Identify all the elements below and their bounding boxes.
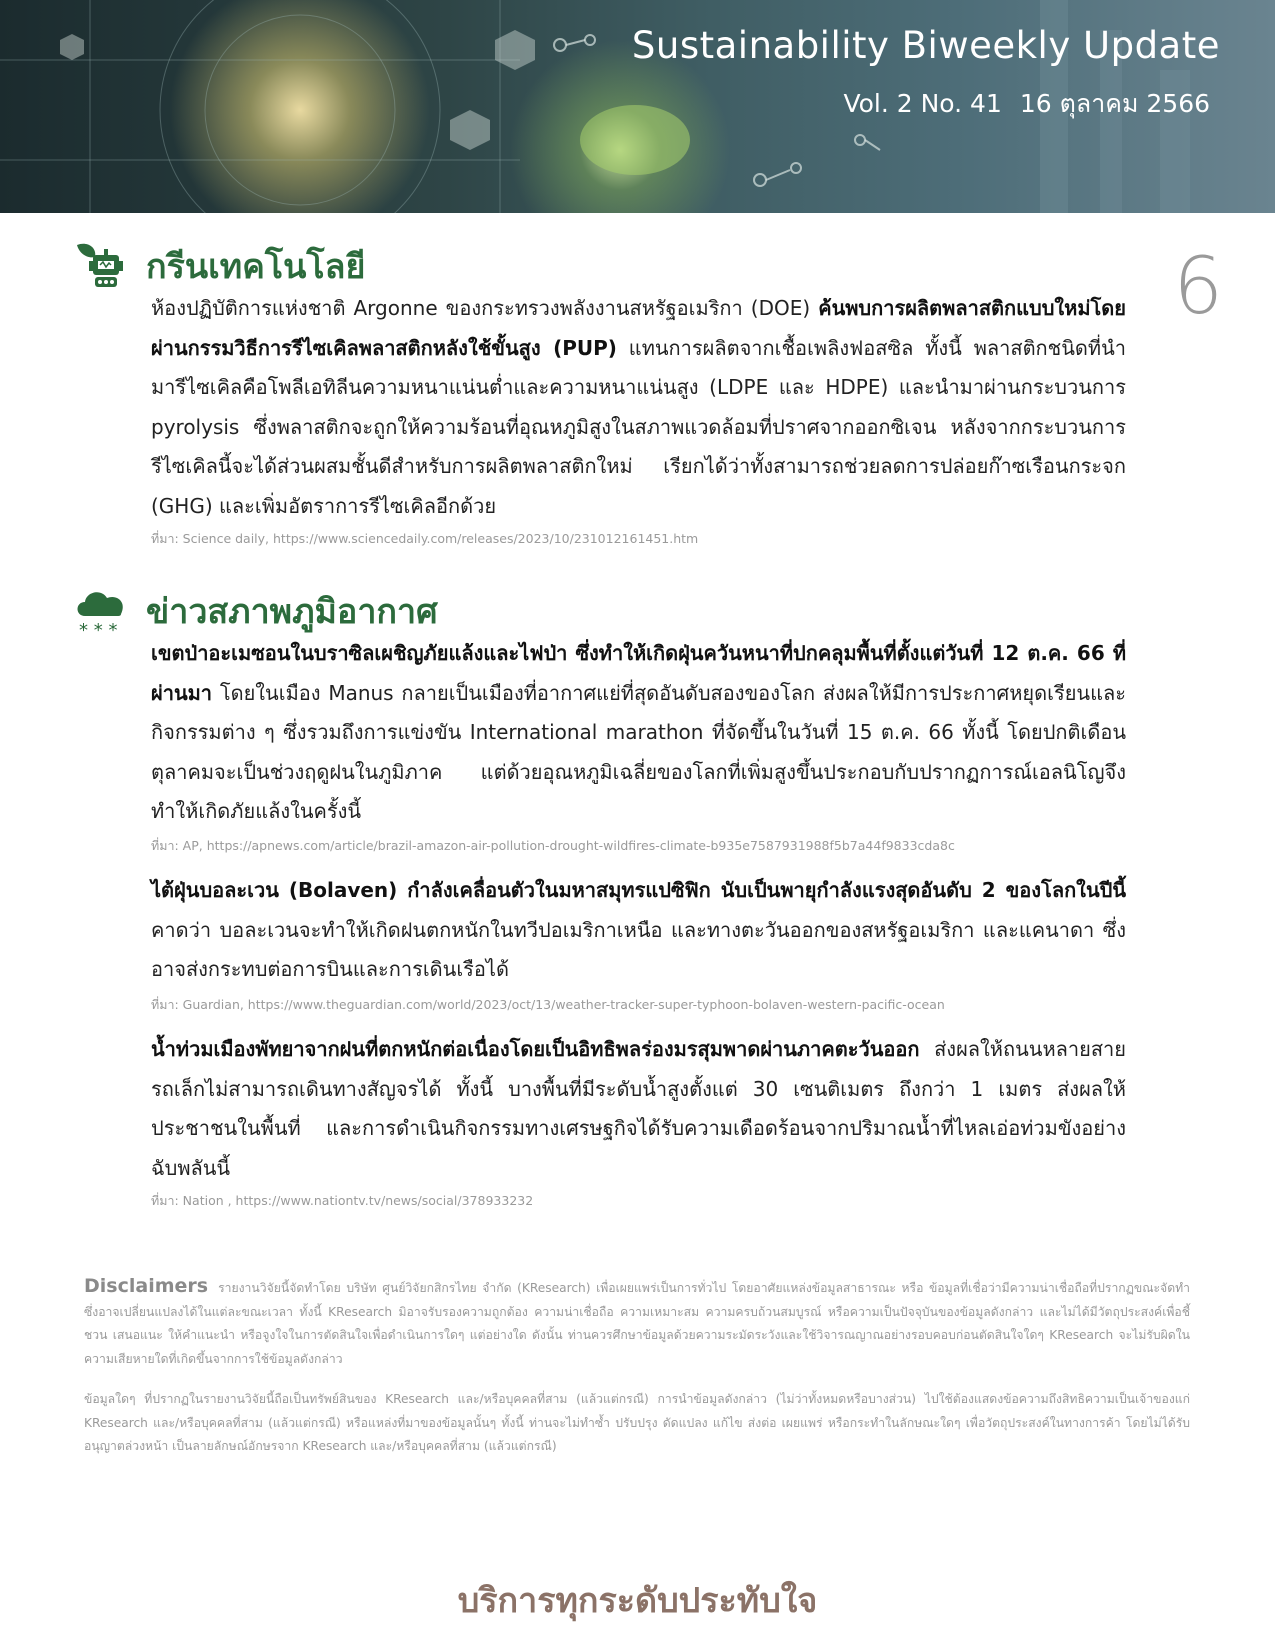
section-title: กรีนเทคโนโลยี xyxy=(146,247,366,287)
robot-plant-icon xyxy=(70,238,132,294)
news-headline: น้ำท่วมเมืองพัทยาจากฝนที่ตกหนักต่อเนื่องโดยเป็นอิทธิพลร่องมรสุมพาดผ่านภาคตะวันออก xyxy=(151,1037,920,1061)
disclaimer-text: ข้อมูลใดๆ ที่ปรากฏในรายงานวิจัยนี้ถือเป็นทรัพย์สินของ KResearch และ/หรือบุคคลที่สาม (แล้วแต่กรณี) การนำข้อมูลดังกล่าว (ไม่ว่าทั้งหมดหรือบางส่วน) ไปใช้ต้องแสดงข้อความถึงสิทธิความเป็นเจ้าของแก่ KResearch และ/หรือบุคคลที่สาม (แล้วแต่กรณี) หรือแหล่งที่มาของข้อมูลนั้นๆ ทั้งนี้ ท่านจะไม่ทำซ้ำ ปรับปรุง ดัดแปลง แก้ไข ส่งต่อ เผยแพร่ หรือกระทำในลักษณะใดๆ เพื่อวัตถุประสงค์ในทางการค้า โดยไม่ได้รับอนุญาตล่วงหน้า เป็นลายลักษณ์อักษรจาก KResearch และ/หรือบุคคลที่สาม (แล้วแต่กรณี) xyxy=(84,1392,1190,1453)
newsletter-title: Sustainability Biweekly Update xyxy=(631,24,1220,67)
section-heading-green-tech xyxy=(70,238,365,294)
svg-text:* * *: * * * xyxy=(79,620,118,638)
paragraph-body: แทนการผลิตจากเชื้อเพลิงฟอสซิล ทั้งนี้ พลาสติกชนิดที่นำมารีไซเคิลคือโพลีเอทิลีนความหนาแน่นต่ำและความหนาแน่นสูง (LDPE และ HDPE) และนำมาผ่านกระบวนการ pyrolysis ซึ่งพลาสติกจะถูกให้ความร้อนที่อุณหภูมิสูงในสภาพแวดล้อมที่ปราศจากออกซิเจน หลังจากกระบวนการรีไซเคิลนี้จะได้ส่วนผสมชั้นดีสำหรับการผลิตพลาสติกใหม่ เรียกได้ว่าทั้งสามารถช่วยลดการปล่อยก๊าซเรือนกระจก (GHG) และเพิ่มอัตราการรีไซเคิลอีกด้วย xyxy=(151,335,1126,518)
source-citation: ที่มา: AP, https://apnews.com/article/brazil-amazon-air-pollution-drought-wildfires-climate-b935e7587931988f5b7a44f9833cda8c xyxy=(151,838,955,853)
news-body: โดยในเมือง Manus กลายเป็นเมืองที่อากาศแย่ที่สุดอันดับสองของโลก ส่งผลให้มีการประกาศหยุดเรียนและกิจกรรมต่าง ๆ ซึ่งรวมถึงการแข่งขัน International marathon ที่จัดขึ้นในวันที่ 15 ต.ค. 66 ทั้งนี้ โดยปกติเดือนตุลาคมจะเป็นช่วงฤดูฝนในภูมิภาค แต่ด้วยอุณหภูมิเฉลี่ยของโลกที่เพิ่มสูงขึ้นประกอบกับปรากฏการณ์เอลนิโญจึงทำให้เกิดภัยแล้งในครั้งนี้ xyxy=(151,680,1126,823)
footer-tagline: บริการทุกระดับประทับใจ xyxy=(457,1581,818,1621)
disclaimer-text: รายงานวิจัยนี้จัดทำโดย บริษัท ศูนย์วิจัยกสิกรไทย จำกัด (KResearch) เพื่อเผยแพร่เป็นการทั่วไป โดยอาศัยแหล่งข้อมูลสาธารณะ หรือ ข้อมูลที่เชื่อว่ามีความน่าเชื่อถือที่ปรากฏขณะจัดทำ ซึ่งอาจเปลี่ยนแปลงได้ในแต่ละขณะเวลา ทั้งนี้ KResearch มิอาจรับรองความถูกต้อง ความน่าเชื่อถือ ความเหมาะสม ความครบถ้วนสมบูรณ์ หรือความเป็นปัจจุบันของข้อมูลดังกล่าว และไม่ได้มีวัตถุประสงค์เพื่อชี้ชวน เสนอแนะ ให้คำแนะนำ หรือจูงใจในการตัดสินใจเพื่อดำเนินการใดๆ แต่อย่างใด ดังนั้น ท่านควรศึกษาข้อมูลด้วยความระมัดระวังและใช้วิจารณญาณอย่างรอบคอบก่อนตัดสินใจใดๆ KResearch จะไม่รับผิดในความเสียหายใดที่เกิดขึ้นจากการใช้ข้อมูลดังกล่าว xyxy=(84,1281,1190,1366)
news-headline: เขตป่าอะเมซอนในบราซิลเผชิญภัยแล้งและไฟป่า ซึ่งทำให้เกิดฝุ่นควันหนาที่ปกคลุมพื้นที่ตั้งแต่วันที่ 12 ต.ค. 66 ที่ผ่านมา xyxy=(151,641,1126,705)
volume-number: Vol. 2 No. 41 xyxy=(843,89,1002,118)
header-banner xyxy=(0,0,1275,213)
paragraph-intro: ห้องปฏิบัติการแห่งชาติ Argonne ของกระทรวงพลังงานสหรัฐอเมริกา (DOE) xyxy=(151,296,819,320)
issue-date: 16 ตุลาคม 2566 xyxy=(1019,89,1210,118)
news-body: ส่งผลให้ถนนหลายสายรถเล็กไม่สามารถเดินทางสัญจรได้ ทั้งนี้ บางพื้นที่มีระดับน้ำสูงตั้งแต่ 30 เซนติเมตร ถึงกว่า 1 เมตร ส่งผลให้ประชาชนในพื้นที่ และการดำเนินกิจกรรมทางเศรษฐกิจได้รับความเดือดร้อนจากปริมาณน้ำที่ไหลเอ่อท่วมขังอย่างฉับพลันนี้ xyxy=(151,1037,1126,1180)
page-number: 6 xyxy=(1173,242,1223,332)
climate-news-item xyxy=(151,1030,1126,1188)
source-citation: ที่มา: Science daily, https://www.sciencedaily.com/releases/2023/10/231012161451.htm xyxy=(151,531,699,546)
climate-news-item xyxy=(151,871,1126,990)
disclaimer-paragraph xyxy=(84,1275,1190,1371)
cloud-snow-icon xyxy=(70,583,132,639)
source-citation: ที่มา: Nation , https://www.nationtv.tv/news/social/378933232 xyxy=(151,1193,534,1208)
climate-news-item xyxy=(151,634,1126,832)
disclaimer-heading: Disclaimers xyxy=(84,1275,209,1297)
section-heading-climate xyxy=(70,583,438,639)
green-tech-paragraph xyxy=(151,289,1126,526)
paragraph-highlight: ค้นพบการผลิตพลาสติกแบบใหม่โดยผ่านกรรมวิธีการรีไซเคิลพลาสติกหลังใช้ขั้นสูง (PUP) xyxy=(151,296,1126,360)
source-citation: ที่มา: Guardian, https://www.theguardian.com/world/2023/oct/13/weather-tracker-super-typhoon-bolaven-western-pacific-ocean xyxy=(151,997,945,1012)
disclaimer-paragraph xyxy=(84,1388,1190,1459)
news-headline: ไต้ฝุ่นบอละเวน (Bolaven) กำลังเคลื่อนตัวในมหาสมุทรแปซิฟิก นับเป็นพายุกำลังแรงสุดอันดับ 2 ของโลกในปีนี้ xyxy=(151,878,1126,902)
news-body: คาดว่า บอละเวนจะทำให้เกิดฝนตกหนักในทวีปอเมริกาเหนือ และทางตะวันออกของสหรัฐอเมริกา และแคนาดา ซึ่งอาจส่งกระทบต่อการบินและการเดินเรือได้ xyxy=(151,917,1126,981)
section-title: ข่าวสภาพภูมิอากาศ xyxy=(146,592,438,632)
issue-info xyxy=(843,84,1210,124)
